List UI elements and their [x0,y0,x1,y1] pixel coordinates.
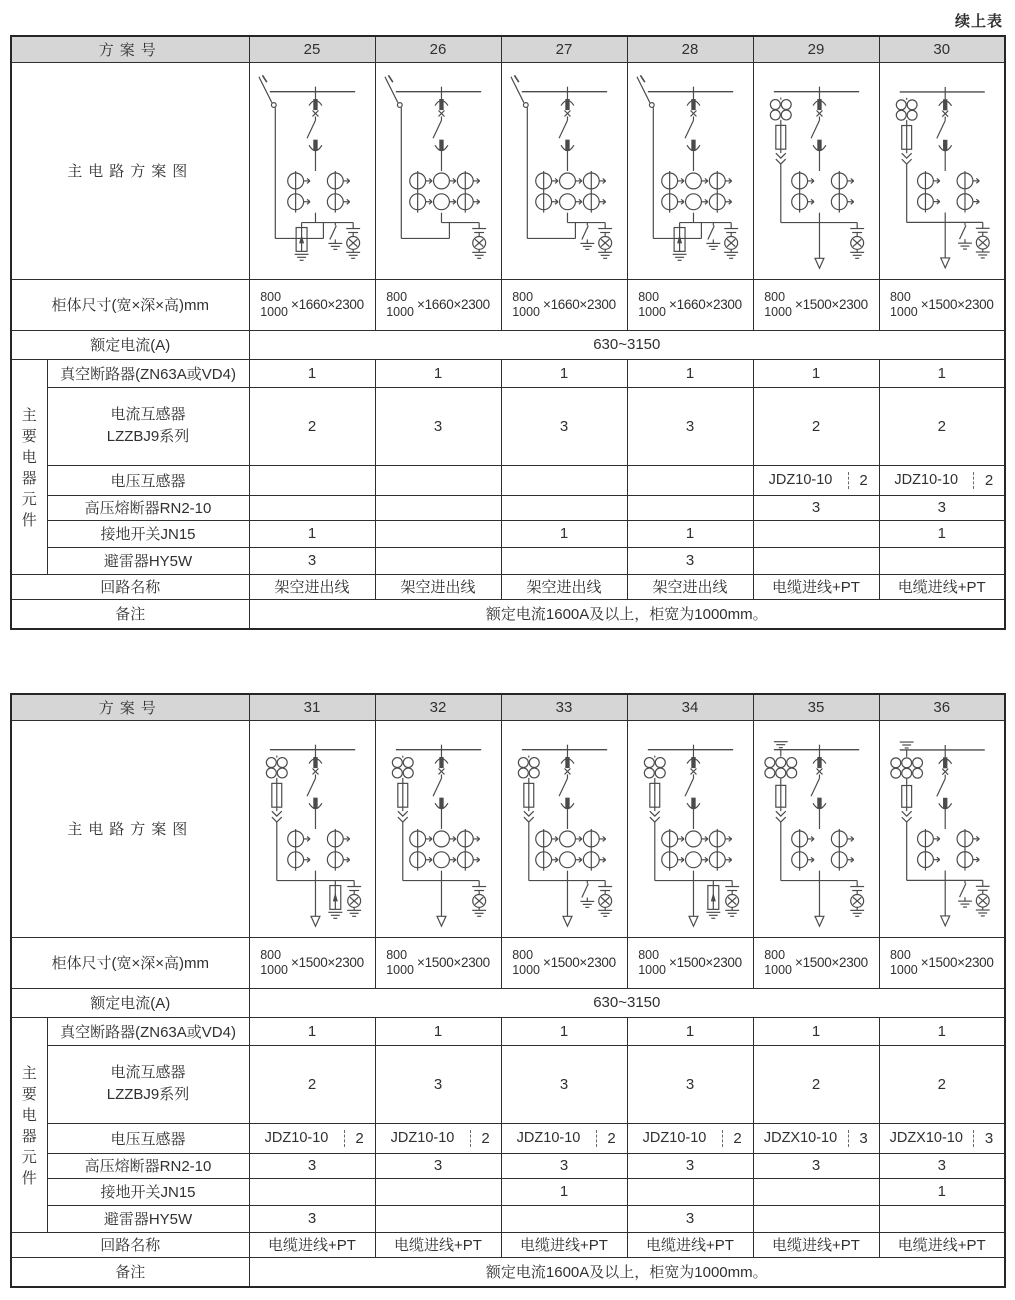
pt-cell: JDZ10-10 2 [501,1123,627,1153]
remark-text: 额定电流1600A及以上，柜宽为1000mm。 [249,599,1005,629]
scheme-number: 27 [501,36,627,62]
circuit-name-cell: 电缆进线+PT [879,574,1005,599]
dimensions-cell: 800 1000 ×1500×2300 [879,279,1005,330]
dimensions-cell: 800 1000 ×1500×2300 [249,937,375,988]
arrester-qty-cell [501,547,627,574]
earth-switch-qty-cell [753,1178,879,1205]
ct-qty-cell: 2 [879,1045,1005,1123]
single-line-diagram [628,63,753,279]
earth-switch-qty-cell [249,1178,375,1205]
earth-switch-label: 接地开关JN15 [47,520,249,547]
arrester-label: 避雷器HY5W [47,1205,249,1232]
single-line-diagram [628,721,753,937]
remark-label: 备注 [11,1257,249,1287]
diagram-cell [249,720,375,937]
single-line-diagram [502,721,627,937]
ct-qty-cell: 2 [249,387,375,465]
arrester-qty-cell: 3 [249,547,375,574]
pt-cell: JDZX10-10 3 [753,1123,879,1153]
circuit-name-cell: 电缆进线+PT [249,1232,375,1257]
pt-cell: JDZ10-10 2 [753,465,879,495]
earth-switch-qty-cell: 1 [501,520,627,547]
single-line-diagram [880,63,1005,279]
pt-label: 电压互感器 [47,465,249,495]
components-group-label: 主 要 电 器 元 件 [11,359,47,574]
fuse-qty-cell: 3 [879,495,1005,520]
pt-cell [249,465,375,495]
dimensions-label: 柜体尺寸(宽×深×高)mm [11,937,249,988]
diagram-cell [627,720,753,937]
components-group-label: 主 要 电 器 元 件 [11,1017,47,1232]
fuse-qty-cell: 3 [753,495,879,520]
breaker-qty-cell: 1 [249,359,375,387]
single-line-diagram [502,63,627,279]
arrester-qty-cell: 3 [627,1205,753,1232]
circuit-name-cell: 电缆进线+PT [375,1232,501,1257]
dimensions-cell: 800 1000 ×1660×2300 [375,279,501,330]
dimensions-cell: 800 1000 ×1500×2300 [879,937,1005,988]
ct-qty-cell: 2 [753,387,879,465]
earth-switch-qty-cell [375,1178,501,1205]
breaker-qty-cell: 1 [375,1017,501,1045]
arrester-qty-cell [375,547,501,574]
ct-qty-cell: 3 [375,387,501,465]
circuit-name-cell: 电缆进线+PT [627,1232,753,1257]
scheme-number: 33 [501,694,627,720]
diagram-cell [375,62,501,279]
scheme-number: 25 [249,36,375,62]
diagram-cell [375,720,501,937]
fuse-qty-cell [501,495,627,520]
diagram-cell [753,720,879,937]
circuit-name-label: 回路名称 [11,1232,249,1257]
rated-current-label: 额定电流(A) [11,330,249,359]
scheme-number: 36 [879,694,1005,720]
breaker-qty-cell: 1 [879,359,1005,387]
breaker-qty-cell: 1 [753,1017,879,1045]
diagram-cell [753,62,879,279]
arrester-label: 避雷器HY5W [47,547,249,574]
breaker-qty-cell: 1 [753,359,879,387]
earth-switch-qty-cell: 1 [879,520,1005,547]
ct-label: 电流互感器 LZZBJ9系列 [47,387,249,465]
arrester-qty-cell [375,1205,501,1232]
dimensions-cell: 800 1000 ×1500×2300 [753,937,879,988]
pt-cell [375,465,501,495]
arrester-qty-cell: 3 [627,547,753,574]
dimensions-label: 柜体尺寸(宽×深×高)mm [11,279,249,330]
diagram-label: 主电路方案图 [11,62,249,279]
circuit-name-cell: 架空进出线 [501,574,627,599]
dimensions-cell: 800 1000 ×1660×2300 [501,279,627,330]
breaker-qty-cell: 1 [627,359,753,387]
single-line-diagram [376,721,501,937]
arrester-qty-cell [753,1205,879,1232]
dimensions-cell: 800 1000 ×1500×2300 [501,937,627,988]
fuse-qty-cell: 3 [627,1153,753,1178]
ct-qty-cell: 2 [249,1045,375,1123]
breaker-label: 真空断路器(ZN63A或VD4) [47,1017,249,1045]
scheme-number: 30 [879,36,1005,62]
scheme-number: 31 [249,694,375,720]
ct-label: 电流互感器 LZZBJ9系列 [47,1045,249,1123]
pt-cell [627,465,753,495]
arrester-qty-cell [879,1205,1005,1232]
dimensions-cell: 800 1000 ×1660×2300 [627,279,753,330]
arrester-qty-cell [753,547,879,574]
breaker-qty-cell: 1 [501,359,627,387]
rated-current-value: 630~3150 [249,330,1005,359]
fuse-label: 高压熔断器RN2-10 [47,495,249,520]
dimensions-cell: 800 1000 ×1500×2300 [753,279,879,330]
breaker-qty-cell: 1 [249,1017,375,1045]
circuit-name-cell: 电缆进线+PT [879,1232,1005,1257]
single-line-diagram [880,721,1005,937]
pt-cell [501,465,627,495]
ct-qty-cell: 2 [753,1045,879,1123]
scheme-number: 26 [375,36,501,62]
rated-current-label: 额定电流(A) [11,988,249,1017]
fuse-label: 高压熔断器RN2-10 [47,1153,249,1178]
arrester-qty-cell [879,547,1005,574]
arrester-qty-cell: 3 [249,1205,375,1232]
diagram-label: 主电路方案图 [11,720,249,937]
earth-switch-qty-cell: 1 [879,1178,1005,1205]
pt-cell: JDZ10-10 2 [249,1123,375,1153]
pt-cell: JDZ10-10 2 [879,465,1005,495]
circuit-name-label: 回路名称 [11,574,249,599]
scheme-number: 34 [627,694,753,720]
earth-switch-qty-cell [627,1178,753,1205]
pt-cell: JDZ10-10 2 [375,1123,501,1153]
scheme-no-label: 方案号 [11,36,249,62]
dimensions-cell: 800 1000 ×1500×2300 [627,937,753,988]
scheme-no-label: 方案号 [11,694,249,720]
single-line-diagram [754,721,879,937]
single-line-diagram [250,721,375,937]
earth-switch-qty-cell [375,520,501,547]
circuit-name-cell: 电缆进线+PT [753,1232,879,1257]
pt-cell: JDZX10-10 3 [879,1123,1005,1153]
circuit-name-cell: 架空进出线 [375,574,501,599]
diagram-cell [879,720,1005,937]
pt-cell: JDZ10-10 2 [627,1123,753,1153]
earth-switch-label: 接地开关JN15 [47,1178,249,1205]
single-line-diagram [250,63,375,279]
fuse-qty-cell: 3 [879,1153,1005,1178]
ct-qty-cell: 2 [879,387,1005,465]
diagram-cell [627,62,753,279]
single-line-diagram [376,63,501,279]
scheme-number: 35 [753,694,879,720]
earth-switch-qty-cell: 1 [501,1178,627,1205]
diagram-cell [501,720,627,937]
breaker-qty-cell: 1 [501,1017,627,1045]
circuit-name-cell: 电缆进线+PT [501,1232,627,1257]
ct-qty-cell: 3 [375,1045,501,1123]
scheme-number: 29 [753,36,879,62]
remark-text: 额定电流1600A及以上，柜宽为1000mm。 [249,1257,1005,1287]
diagram-cell [501,62,627,279]
earth-switch-qty-cell [753,520,879,547]
diagram-cell [249,62,375,279]
pt-label: 电压互感器 [47,1123,249,1153]
scheme-table-1 [10,35,1006,630]
fuse-qty-cell [627,495,753,520]
breaker-qty-cell: 1 [879,1017,1005,1045]
breaker-label: 真空断路器(ZN63A或VD4) [47,359,249,387]
diagram-cell [879,62,1005,279]
circuit-name-cell: 电缆进线+PT [753,574,879,599]
scheme-number: 32 [375,694,501,720]
ct-qty-cell: 3 [627,1045,753,1123]
breaker-qty-cell: 1 [375,359,501,387]
rated-current-value: 630~3150 [249,988,1005,1017]
fuse-qty-cell: 3 [753,1153,879,1178]
dimensions-cell: 800 1000 ×1660×2300 [249,279,375,330]
fuse-qty-cell: 3 [249,1153,375,1178]
ct-qty-cell: 3 [627,387,753,465]
remark-label: 备注 [11,599,249,629]
breaker-qty-cell: 1 [627,1017,753,1045]
continued-note: 续上表 [954,13,1003,30]
earth-switch-qty-cell: 1 [249,520,375,547]
ct-qty-cell: 3 [501,387,627,465]
fuse-qty-cell [375,495,501,520]
fuse-qty-cell: 3 [501,1153,627,1178]
fuse-qty-cell [249,495,375,520]
circuit-name-cell: 架空进出线 [249,574,375,599]
ct-qty-cell: 3 [501,1045,627,1123]
scheme-table-2 [10,693,1006,1288]
fuse-qty-cell: 3 [375,1153,501,1178]
circuit-name-cell: 架空进出线 [627,574,753,599]
earth-switch-qty-cell: 1 [627,520,753,547]
scheme-number: 28 [627,36,753,62]
dimensions-cell: 800 1000 ×1500×2300 [375,937,501,988]
single-line-diagram [754,63,879,279]
arrester-qty-cell [501,1205,627,1232]
